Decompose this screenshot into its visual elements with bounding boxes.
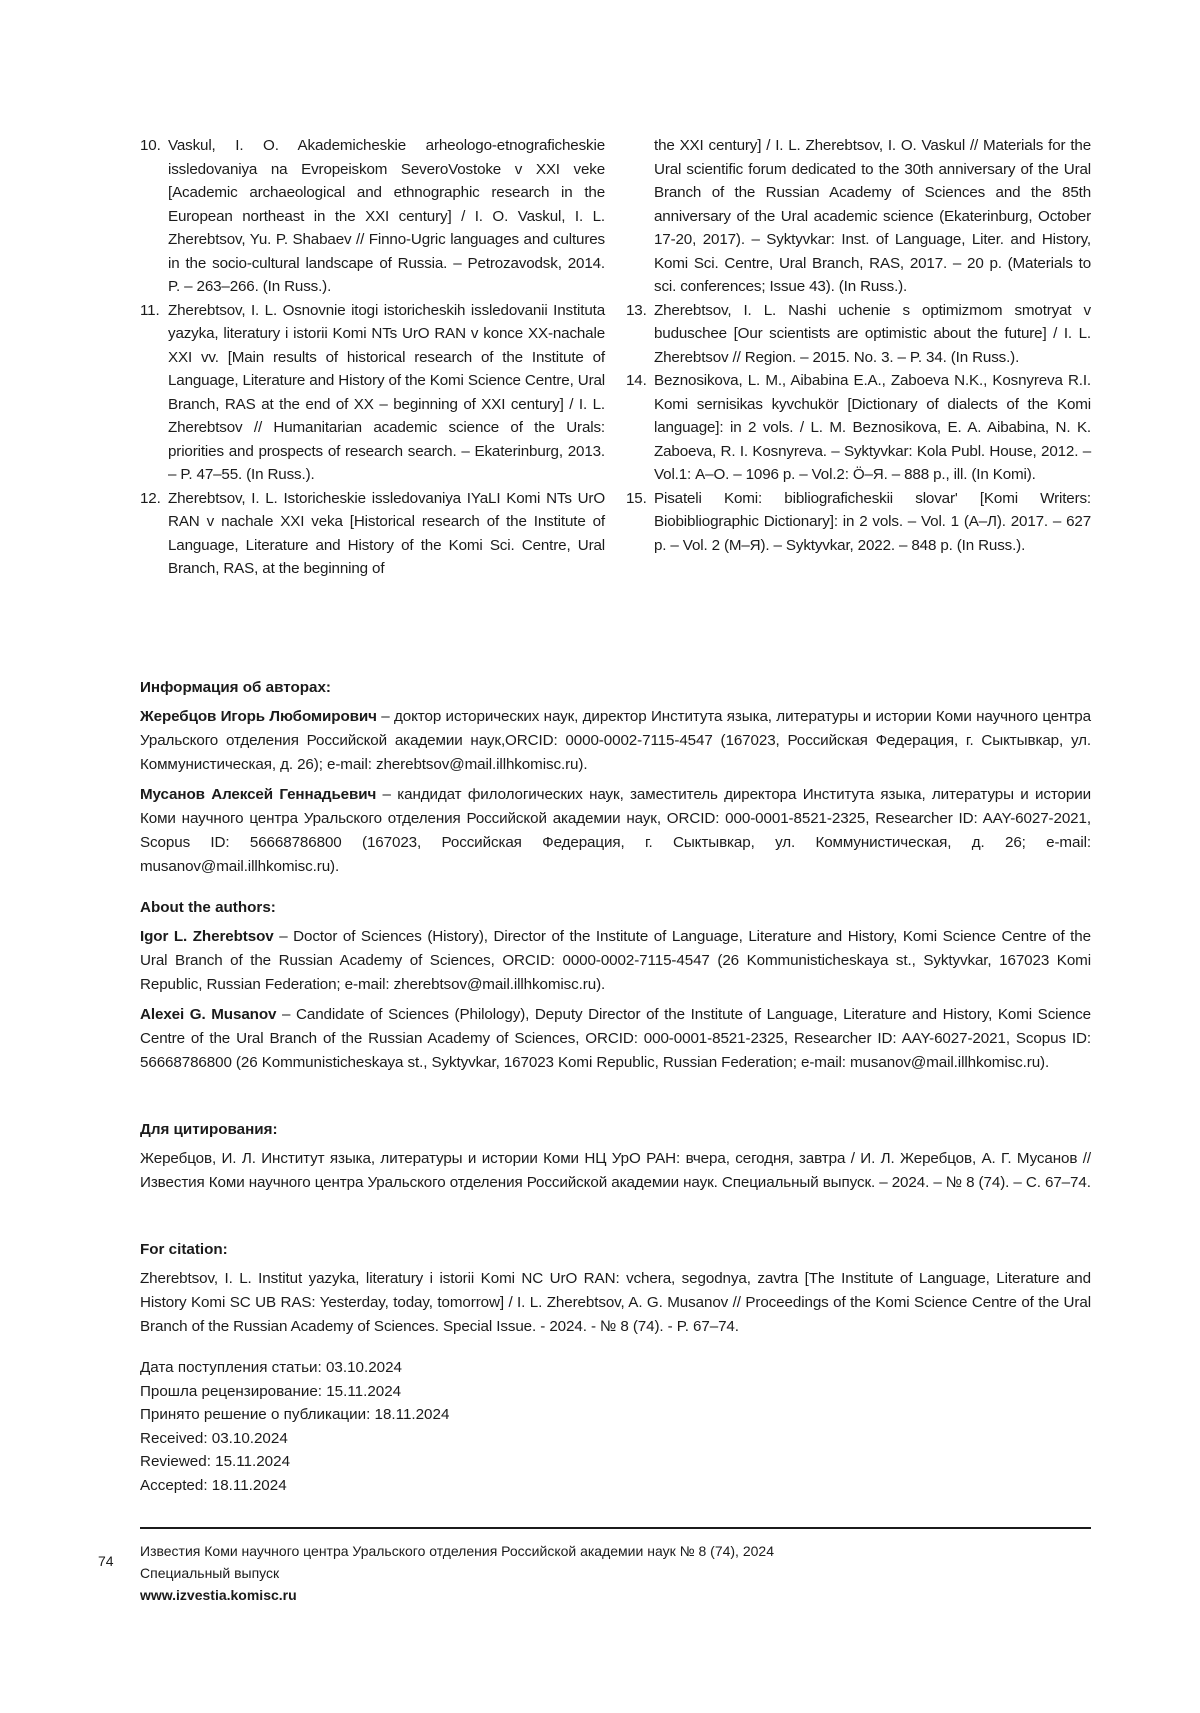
- date-line: Принято решение о публикации: 18.11.2024: [140, 1406, 450, 1423]
- footer-journal: Известия Коми научного центра Уральского отделения Российской академии наук № 8 (74), 2024: [140, 1543, 774, 1559]
- reference-text: Vaskul, I. O. Akademicheskie arheologo-etnograficheskie issledovaniya na Evropeiskom SeveroVostoke v XXI veke [Academic archaeological and ethnographic research in the European northeast in the XXI century] / I. O. Vaskul, I. L. Zherebtsov, Yu. P. Shabaev // Finno-Ugric languages and cultures in the socio-cultural landscape of Russia. – Petrozavodsk, 2014. P. – 263–266. (In Russ.).: [168, 137, 605, 295]
- reference-number: 14.: [626, 372, 647, 389]
- reference-item: [140, 487, 605, 581]
- reference-number: 10.: [140, 137, 161, 154]
- footer: [140, 1540, 774, 1606]
- author-1-en: [140, 925, 1091, 997]
- authors-info-ru: [140, 676, 1091, 885]
- reference-item: [626, 369, 1091, 487]
- footer-issue: Специальный выпуск: [140, 1565, 280, 1581]
- author-1-ru: [140, 705, 1091, 777]
- author-details: – Candidate of Sciences (Philology), Deputy Director of the Institute of Language, Literature and History, Komi Science Centre of the Ural Branch of the Russian Academy of Sciences, ORCID: 000-0001-8521-2325, Researcher ID: AAY-6027-2021, Scopus ID: 56668786800 (26 Kommunisticheskaya st., Syktyvkar, 167023 Komi Republic, Russian Federation; e-mail: musanov@mail.illhkomisc.ru).: [140, 1006, 1091, 1071]
- citation-ru: [140, 1118, 1091, 1201]
- author-details: – Doctor of Sciences (History), Director of the Institute of Language, Literature and History, Komi Science Centre of the Ural Branch of the Russian Academy of Sciences, ORCID: 0000-0002-7115-4547 (26 Kommunisticheskaya st., Syktyvkar, 167023 Komi Republic, Russian Federation; e-mail: zherebtsov@mail.illhkomisc.ru).: [140, 928, 1091, 993]
- reference-text: Beznosikova, L. M., Aibabina E.A., Zaboeva N.K., Kosnyreva R.I. Komi sernisikas kyvchukör [Dictionary of dialects of the Komi language]: in 2 vols. / L. M. Beznosikova, E. A. Aibabina, N. K. Zaboeva, R. I. Kosnyreva. – Syktyvkar: Kola Publ. House, 2012. – Vol.1: А–О. – 1096 p. – Vol.2: Ӧ–Я. – 888 p., ill. (In Komi).: [654, 372, 1091, 483]
- reference-item: [140, 299, 605, 487]
- reference-text: Zherebtsov, I. L. Istoricheskie issledovaniya IYaLI Komi NTs UrO RAN v nachale XXI veka [Historical research of the Institute of Language, Literature and History of the Komi Sci. Centre, Ural Branch, RAS, at the beginning of: [168, 489, 605, 577]
- references-left-column: [140, 134, 605, 581]
- citation-ru-text: Жеребцов, И. Л. Институт языка, литературы и истории Коми НЦ УрО РАН: вчера, сегодня, завтра / И. Л. Жеребцов, А. Г. Мусанов // Известия Коми научного центра Уральского отделения Российской академии наук. Специальный выпуск. – 2024. – № 8 (74). – С. 67–74.: [140, 1150, 1091, 1191]
- authors-info-en-heading: About the authors:: [140, 899, 276, 916]
- author-name: Мусанов Алексей Геннадьевич: [140, 786, 377, 803]
- authors-info-ru-heading: Информация об авторах:: [140, 679, 331, 696]
- date-line: Дата поступления статьи: 03.10.2024: [140, 1359, 402, 1376]
- reference-item: [626, 487, 1091, 558]
- reference-continuation: [626, 134, 1091, 299]
- reference-text: Zherebtsov, I. L. Osnovnie itogi istoricheskih issledovanii Instituta yazyka, literatury i istorii Komi NTs UrO RAN v konce XX-nachale XXI vv. [Main results of historical research of the Institute of Language, Literature and History of the Komi Science Centre, Ural Branch, RAS at the end of XX – beginning of XXI century] / I. L. Zherebtsov // Humanitarian academic science of the Urals: priorities and prospects of research search. – Ekaterinburg, 2013. – P. 47–55. (In Russ.).: [168, 301, 605, 483]
- date-line: Accepted: 18.11.2024: [140, 1476, 287, 1494]
- reference-number: 13.: [626, 301, 647, 319]
- author-details: – кандидат филологических наук, заместитель директора Института языка, литературы и истории Коми научного центра Уральского отделения Российской академии наук, ORCID: 000-0001-8521-2325, Researcher ID: AAY-6027-2021, Scopus ID: 56668786800 (167023, Российская Федерация, г. Сыктывкар, ул. Коммунистическая, д. 26; e-mail: musanov@mail.illhkomisc.ru).: [140, 786, 1091, 875]
- reference-text: the XXI century] / I. L. Zherebtsov, I. O. Vaskul // Materials for the Ural scientific forum dedicated to the 30th anniversary of the Ural Branch of the Russian Academy of Sciences and the 85th anniversary of the Ural academic science (Ekaterinburg, October 17-20, 2017). – Syktyvkar: Inst. of Language, Liter. and History, Komi Sci. Centre, Ural Branch, RAS, 2017. – 20 p. (Materials to sci. conferences; Issue 43). (In Russ.).: [654, 137, 1091, 295]
- reference-number: 11.: [140, 301, 160, 319]
- author-name: Alexei G. Musanov: [140, 1006, 277, 1023]
- author-2-ru: [140, 783, 1091, 879]
- citation-en: [140, 1238, 1091, 1345]
- citation-ru-heading: Для цитирования:: [140, 1121, 278, 1138]
- citation-en-heading: For citation:: [140, 1241, 228, 1258]
- reference-item: [626, 299, 1091, 370]
- reference-number: 15.: [626, 489, 647, 507]
- author-name: Igor L. Zherebtsov: [140, 928, 274, 945]
- reference-text: Zherebtsov, I. L. Nashi uchenie s optimizmom smotryat v buduschee [Our scientists are optimistic about the future] / I. L. Zherebtsov // Region. – 2015. No. 3. – P. 34. (In Russ.).: [654, 301, 1091, 366]
- author-name: Жеребцов Игорь Любомирович: [140, 708, 377, 725]
- references: [140, 134, 1091, 581]
- author-2-en: [140, 1003, 1091, 1075]
- references-right-column: [626, 134, 1091, 581]
- date-line: Received: 03.10.2024: [140, 1429, 288, 1447]
- authors-info-en: [140, 896, 1091, 1081]
- footer-website-link[interactable]: www.izvestia.komisc.ru: [140, 1587, 297, 1603]
- date-line: Reviewed: 15.11.2024: [140, 1453, 291, 1470]
- reference-item: [140, 134, 605, 299]
- reference-number: 12.: [140, 489, 161, 507]
- article-dates: [140, 1356, 449, 1497]
- date-line: Прошла рецензирование: 15.11.2024: [140, 1382, 402, 1400]
- reference-text: Pisateli Komi: bibliograficheskii slovar' [Komi Writers: Biobibliographic Dictionary]: in 2 vols. – Vol. 1 (А–Л). 2017. – 627 p. – Vol. 2 (М–Я). – Syktyvkar, 2022. – 848 p. (In Russ.).: [654, 489, 1091, 554]
- citation-en-text: Zherebtsov, I. L. Institut yazyka, literatury i istorii Komi NC UrO RAN: vchera, segodnya, zavtra [The Institute of Language, Literature and History Komi SC UB RAS: Yesterday, today, tomorrow] / I. L. Zherebtsov, A. G. Musanov // Proceedings of the Komi Science Centre of the Ural Branch of the Russian Academy of Sciences. Special Issue. - 2024. - № 8 (74). - P. 67–74.: [140, 1270, 1091, 1335]
- page-number: 74: [98, 1553, 114, 1569]
- footer-divider: [140, 1527, 1091, 1529]
- author-details: – доктор исторических наук, директор Института языка, литературы и истории Коми научного центра Уральского отделения Российской академии наук,ORCID: 0000-0002-7115-4547 (167023, Российская Федерация, г. Сыктывкар, ул. Коммунистическая, д. 26); e-mail: zherebtsov@mail.illhkomisc.ru).: [140, 708, 1091, 773]
